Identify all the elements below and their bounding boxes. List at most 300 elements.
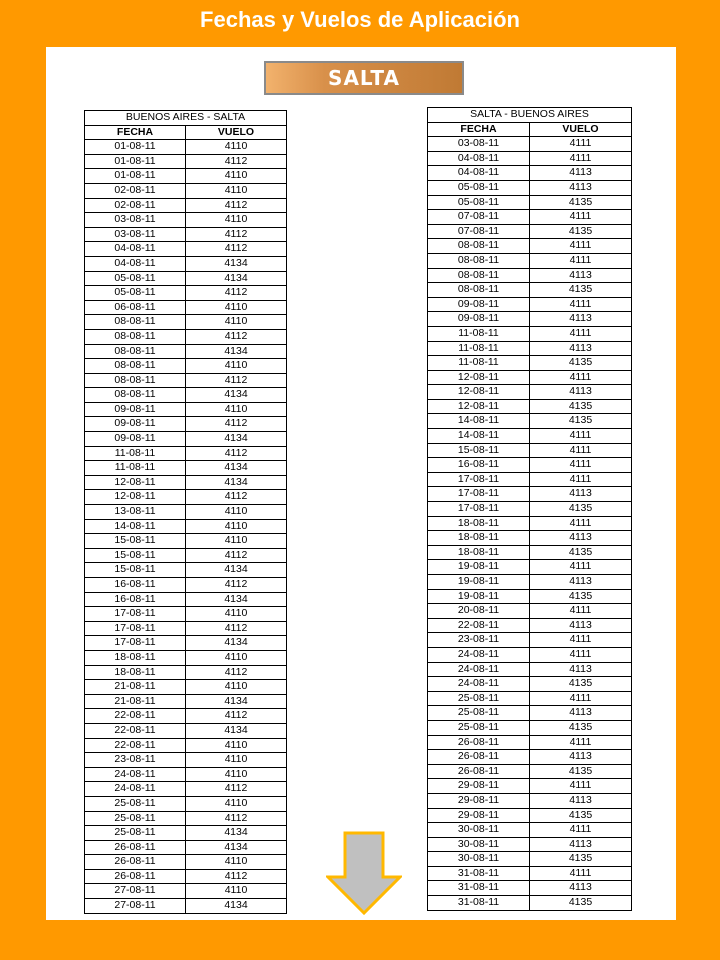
cell-fecha: 17-08-11 [85, 636, 186, 651]
cell-fecha: 25-08-11 [85, 796, 186, 811]
cell-vuelo: 4111 [530, 866, 632, 881]
column-header-vuelo: VUELO [186, 125, 287, 140]
table-row [85, 300, 287, 315]
cell-fecha: 15-08-11 [85, 563, 186, 578]
cell-fecha: 15-08-11 [85, 534, 186, 549]
cell-vuelo: 4134 [186, 826, 287, 841]
table-row [85, 796, 287, 811]
cell-fecha: 23-08-11 [85, 753, 186, 768]
cell-vuelo: 4111 [530, 823, 632, 838]
table-row [85, 490, 287, 505]
cell-fecha: 02-08-11 [85, 198, 186, 213]
table-row [85, 738, 287, 753]
table-row [85, 286, 287, 301]
cell-fecha: 11-08-11 [85, 461, 186, 476]
cell-vuelo: 4135 [530, 808, 632, 823]
cell-fecha: 18-08-11 [85, 650, 186, 665]
cell-vuelo: 4113 [530, 881, 632, 896]
cell-vuelo: 4111 [530, 633, 632, 648]
table-row [85, 169, 287, 184]
table-row [85, 607, 287, 622]
cell-fecha: 05-08-11 [85, 286, 186, 301]
cell-vuelo: 4113 [530, 312, 632, 327]
cell-vuelo: 4134 [186, 840, 287, 855]
table-row [85, 373, 287, 388]
cell-fecha: 08-08-11 [428, 283, 530, 298]
cell-fecha: 04-08-11 [85, 256, 186, 271]
cell-vuelo: 4135 [530, 545, 632, 560]
cell-fecha: 21-08-11 [85, 694, 186, 709]
cell-vuelo: 4135 [530, 195, 632, 210]
cell-fecha: 17-08-11 [428, 502, 530, 517]
cell-vuelo: 4134 [186, 256, 287, 271]
cell-vuelo: 4135 [530, 502, 632, 517]
cell-vuelo: 4135 [530, 852, 632, 867]
cell-fecha: 15-08-11 [428, 443, 530, 458]
table-row [428, 545, 632, 560]
cell-fecha: 16-08-11 [85, 578, 186, 593]
table-row [428, 268, 632, 283]
table-row [428, 399, 632, 414]
cell-vuelo: 4135 [530, 896, 632, 911]
table-row [85, 475, 287, 490]
table-row [428, 779, 632, 794]
cell-vuelo: 4110 [186, 519, 287, 534]
cell-fecha: 22-08-11 [85, 723, 186, 738]
cell-vuelo: 4110 [186, 213, 287, 228]
cell-vuelo: 4112 [186, 621, 287, 636]
table-row [85, 402, 287, 417]
cell-fecha: 07-08-11 [428, 224, 530, 239]
cell-fecha: 12-08-11 [85, 475, 186, 490]
table-row [85, 140, 287, 155]
cell-vuelo: 4110 [186, 300, 287, 315]
table-row [85, 271, 287, 286]
table-row [428, 385, 632, 400]
table-row [85, 767, 287, 782]
cell-vuelo: 4134 [186, 271, 287, 286]
table-row [85, 534, 287, 549]
table-row [428, 750, 632, 765]
cell-vuelo: 4110 [186, 140, 287, 155]
table-row [85, 329, 287, 344]
cell-fecha: 09-08-11 [85, 417, 186, 432]
cell-fecha: 08-08-11 [85, 329, 186, 344]
cell-vuelo: 4111 [530, 239, 632, 254]
cell-vuelo: 4111 [530, 516, 632, 531]
cell-fecha: 26-08-11 [85, 840, 186, 855]
table-row [428, 429, 632, 444]
cell-fecha: 27-08-11 [85, 884, 186, 899]
cell-fecha: 03-08-11 [85, 227, 186, 242]
table-row [428, 516, 632, 531]
cell-fecha: 14-08-11 [428, 429, 530, 444]
table-row [428, 575, 632, 590]
cell-vuelo: 4110 [186, 680, 287, 695]
cell-fecha: 31-08-11 [428, 866, 530, 881]
cell-fecha: 09-08-11 [85, 402, 186, 417]
cell-vuelo: 4110 [186, 315, 287, 330]
table-row [428, 443, 632, 458]
table-row [428, 137, 632, 152]
cell-vuelo: 4135 [530, 414, 632, 429]
cell-fecha: 19-08-11 [428, 589, 530, 604]
cell-vuelo: 4112 [186, 446, 287, 461]
table-row [428, 735, 632, 750]
cell-vuelo: 4113 [530, 662, 632, 677]
cell-fecha: 31-08-11 [428, 881, 530, 896]
cell-fecha: 22-08-11 [85, 738, 186, 753]
cell-fecha: 12-08-11 [428, 385, 530, 400]
cell-vuelo: 4111 [530, 370, 632, 385]
table-row [428, 881, 632, 896]
cell-fecha: 24-08-11 [85, 782, 186, 797]
table-row [428, 180, 632, 195]
table-caption: BUENOS AIRES - SALTA [85, 111, 287, 126]
cell-vuelo: 4111 [530, 137, 632, 152]
cell-fecha: 08-08-11 [85, 344, 186, 359]
cell-vuelo: 4111 [530, 458, 632, 473]
cell-vuelo: 4135 [530, 399, 632, 414]
cell-vuelo: 4113 [530, 837, 632, 852]
cell-fecha: 05-08-11 [428, 195, 530, 210]
cell-fecha: 11-08-11 [428, 326, 530, 341]
cell-vuelo: 4113 [530, 531, 632, 546]
cell-fecha: 26-08-11 [85, 855, 186, 870]
cell-vuelo: 4113 [530, 180, 632, 195]
table-row [428, 239, 632, 254]
cell-fecha: 09-08-11 [428, 297, 530, 312]
table-row [428, 852, 632, 867]
cell-fecha: 25-08-11 [428, 706, 530, 721]
cell-vuelo: 4112 [186, 242, 287, 257]
cell-fecha: 30-08-11 [428, 837, 530, 852]
cell-vuelo: 4134 [186, 432, 287, 447]
cell-fecha: 29-08-11 [428, 793, 530, 808]
cell-fecha: 05-08-11 [85, 271, 186, 286]
cell-vuelo: 4134 [186, 694, 287, 709]
table-row [85, 811, 287, 826]
cell-vuelo: 4135 [530, 356, 632, 371]
cell-vuelo: 4112 [186, 198, 287, 213]
table-row [428, 297, 632, 312]
cell-fecha: 19-08-11 [428, 575, 530, 590]
table-caption: SALTA - BUENOS AIRES [428, 108, 632, 123]
table-row [85, 519, 287, 534]
cell-vuelo: 4134 [186, 592, 287, 607]
cell-vuelo: 4110 [186, 505, 287, 520]
table-row [428, 837, 632, 852]
table-row [428, 604, 632, 619]
cell-vuelo: 4110 [186, 767, 287, 782]
cell-fecha: 15-08-11 [85, 548, 186, 563]
table-salta-buenos-aires [427, 107, 632, 911]
table-row [428, 706, 632, 721]
cell-vuelo: 4113 [530, 487, 632, 502]
cell-fecha: 16-08-11 [85, 592, 186, 607]
cell-vuelo: 4112 [186, 329, 287, 344]
cell-vuelo: 4112 [186, 709, 287, 724]
cell-vuelo: 4110 [186, 359, 287, 374]
cell-vuelo: 4111 [530, 647, 632, 662]
table-row [428, 720, 632, 735]
table-row [85, 782, 287, 797]
table-row [428, 370, 632, 385]
cell-vuelo: 4110 [186, 884, 287, 899]
table-row [428, 808, 632, 823]
cell-vuelo: 4135 [530, 589, 632, 604]
table-row [85, 388, 287, 403]
table-row [85, 446, 287, 461]
cell-vuelo: 4134 [186, 563, 287, 578]
cell-vuelo: 4135 [530, 224, 632, 239]
cell-fecha: 18-08-11 [428, 531, 530, 546]
cell-fecha: 06-08-11 [85, 300, 186, 315]
cell-fecha: 13-08-11 [85, 505, 186, 520]
table-row [85, 242, 287, 257]
column-header-vuelo: VUELO [530, 122, 632, 137]
cell-fecha: 02-08-11 [85, 183, 186, 198]
cell-fecha: 09-08-11 [85, 432, 186, 447]
cell-fecha: 25-08-11 [85, 826, 186, 841]
cell-fecha: 30-08-11 [428, 823, 530, 838]
cell-vuelo: 4113 [530, 166, 632, 181]
cell-fecha: 19-08-11 [428, 560, 530, 575]
table-row [85, 753, 287, 768]
table-row [85, 665, 287, 680]
cell-vuelo: 4111 [530, 429, 632, 444]
cell-fecha: 26-08-11 [428, 750, 530, 765]
cell-vuelo: 4110 [186, 796, 287, 811]
cell-vuelo: 4134 [186, 344, 287, 359]
cell-vuelo: 4111 [530, 210, 632, 225]
table-row [428, 823, 632, 838]
cell-vuelo: 4113 [530, 575, 632, 590]
cell-fecha: 25-08-11 [85, 811, 186, 826]
cell-fecha: 18-08-11 [428, 516, 530, 531]
cell-fecha: 08-08-11 [428, 253, 530, 268]
cell-fecha: 08-08-11 [428, 268, 530, 283]
table-row [428, 166, 632, 181]
cell-fecha: 20-08-11 [428, 604, 530, 619]
cell-vuelo: 4112 [186, 227, 287, 242]
cell-fecha: 03-08-11 [428, 137, 530, 152]
cell-fecha: 12-08-11 [428, 399, 530, 414]
table-row [428, 414, 632, 429]
table-row [85, 709, 287, 724]
cell-fecha: 01-08-11 [85, 169, 186, 184]
table-row [85, 884, 287, 899]
table-row [85, 227, 287, 242]
cell-vuelo: 4134 [186, 388, 287, 403]
cell-vuelo: 4110 [186, 402, 287, 417]
cell-vuelo: 4113 [530, 750, 632, 765]
table-row [428, 662, 632, 677]
cell-vuelo: 4112 [186, 154, 287, 169]
cell-fecha: 11-08-11 [428, 341, 530, 356]
cell-vuelo: 4135 [530, 720, 632, 735]
cell-vuelo: 4112 [186, 490, 287, 505]
cell-fecha: 31-08-11 [428, 896, 530, 911]
table-row [428, 283, 632, 298]
table-row [428, 691, 632, 706]
cell-fecha: 12-08-11 [85, 490, 186, 505]
cell-vuelo: 4110 [186, 753, 287, 768]
table-row [85, 548, 287, 563]
cell-fecha: 17-08-11 [85, 607, 186, 622]
cell-vuelo: 4112 [186, 548, 287, 563]
cell-vuelo: 4113 [530, 341, 632, 356]
cell-vuelo: 4112 [186, 578, 287, 593]
table-buenos-aires-salta [84, 110, 287, 914]
cell-vuelo: 4135 [530, 764, 632, 779]
table-row [428, 677, 632, 692]
cell-fecha: 26-08-11 [85, 869, 186, 884]
table-row [85, 723, 287, 738]
cell-vuelo: 4110 [186, 169, 287, 184]
table-row [85, 505, 287, 520]
table-row [85, 869, 287, 884]
cell-vuelo: 4110 [186, 738, 287, 753]
cell-vuelo: 4110 [186, 855, 287, 870]
table-row [428, 531, 632, 546]
cell-fecha: 17-08-11 [428, 487, 530, 502]
cell-vuelo: 4113 [530, 385, 632, 400]
table-row [428, 253, 632, 268]
table-row [428, 326, 632, 341]
cell-vuelo: 4112 [186, 782, 287, 797]
cell-fecha: 11-08-11 [85, 446, 186, 461]
cell-fecha: 04-08-11 [85, 242, 186, 257]
cell-vuelo: 4110 [186, 534, 287, 549]
table-row [85, 840, 287, 855]
cell-fecha: 14-08-11 [428, 414, 530, 429]
cell-vuelo: 4113 [530, 268, 632, 283]
table-row [85, 344, 287, 359]
cell-vuelo: 4113 [530, 793, 632, 808]
cell-fecha: 01-08-11 [85, 140, 186, 155]
table-row [85, 432, 287, 447]
cell-fecha: 08-08-11 [85, 388, 186, 403]
city-badge: SALTA [264, 61, 464, 95]
cell-fecha: 25-08-11 [428, 691, 530, 706]
cell-fecha: 18-08-11 [428, 545, 530, 560]
cell-fecha: 21-08-11 [85, 680, 186, 695]
cell-vuelo: 4110 [186, 607, 287, 622]
table-row [428, 633, 632, 648]
cell-fecha: 16-08-11 [428, 458, 530, 473]
cell-vuelo: 4111 [530, 151, 632, 166]
table-row [428, 589, 632, 604]
cell-fecha: 30-08-11 [428, 852, 530, 867]
table-row [428, 618, 632, 633]
table-row [85, 578, 287, 593]
table-row [85, 213, 287, 228]
cell-vuelo: 4111 [530, 297, 632, 312]
table-row [428, 896, 632, 911]
cell-vuelo: 4111 [530, 779, 632, 794]
table-row [428, 793, 632, 808]
cell-fecha: 26-08-11 [428, 764, 530, 779]
cell-vuelo: 4134 [186, 475, 287, 490]
cell-fecha: 01-08-11 [85, 154, 186, 169]
table-row [85, 563, 287, 578]
cell-fecha: 03-08-11 [85, 213, 186, 228]
cell-vuelo: 4110 [186, 650, 287, 665]
cell-vuelo: 4111 [530, 735, 632, 750]
cell-fecha: 04-08-11 [428, 166, 530, 181]
cell-vuelo: 4135 [530, 283, 632, 298]
cell-fecha: 08-08-11 [428, 239, 530, 254]
cell-vuelo: 4112 [186, 286, 287, 301]
cell-vuelo: 4134 [186, 461, 287, 476]
cell-vuelo: 4112 [186, 869, 287, 884]
table-row [85, 198, 287, 213]
table-row [85, 694, 287, 709]
cell-fecha: 11-08-11 [428, 356, 530, 371]
cell-vuelo: 4111 [530, 443, 632, 458]
cell-vuelo: 4111 [530, 326, 632, 341]
cell-fecha: 05-08-11 [428, 180, 530, 195]
table-row [428, 647, 632, 662]
arrow-down-icon[interactable] [326, 831, 402, 915]
cell-fecha: 26-08-11 [428, 735, 530, 750]
table-row [428, 151, 632, 166]
table-row [428, 472, 632, 487]
cell-vuelo: 4111 [530, 472, 632, 487]
table-row [85, 417, 287, 432]
cell-fecha: 08-08-11 [85, 373, 186, 388]
column-header-fecha: FECHA [85, 125, 186, 140]
table-row [85, 183, 287, 198]
cell-fecha: 04-08-11 [428, 151, 530, 166]
cell-fecha: 27-08-11 [85, 899, 186, 914]
cell-vuelo: 4110 [186, 183, 287, 198]
table-row [85, 315, 287, 330]
cell-vuelo: 4134 [186, 636, 287, 651]
table-row [428, 502, 632, 517]
cell-vuelo: 4111 [530, 560, 632, 575]
cell-fecha: 24-08-11 [428, 662, 530, 677]
cell-vuelo: 4134 [186, 899, 287, 914]
cell-fecha: 29-08-11 [428, 779, 530, 794]
cell-vuelo: 4113 [530, 618, 632, 633]
cell-fecha: 29-08-11 [428, 808, 530, 823]
cell-vuelo: 4112 [186, 373, 287, 388]
table-row [428, 866, 632, 881]
cell-fecha: 22-08-11 [428, 618, 530, 633]
table-row [428, 458, 632, 473]
table-row [85, 680, 287, 695]
cell-fecha: 23-08-11 [428, 633, 530, 648]
cell-vuelo: 4111 [530, 691, 632, 706]
table-row [85, 826, 287, 841]
table-row [428, 560, 632, 575]
table-row [85, 154, 287, 169]
cell-fecha: 17-08-11 [85, 621, 186, 636]
table-row [428, 224, 632, 239]
cell-vuelo: 4112 [186, 665, 287, 680]
cell-fecha: 08-08-11 [85, 359, 186, 374]
cell-fecha: 08-08-11 [85, 315, 186, 330]
cell-vuelo: 4112 [186, 417, 287, 432]
cell-fecha: 18-08-11 [85, 665, 186, 680]
cell-fecha: 25-08-11 [428, 720, 530, 735]
cell-fecha: 17-08-11 [428, 472, 530, 487]
cell-vuelo: 4112 [186, 811, 287, 826]
cell-vuelo: 4134 [186, 723, 287, 738]
cell-fecha: 24-08-11 [85, 767, 186, 782]
